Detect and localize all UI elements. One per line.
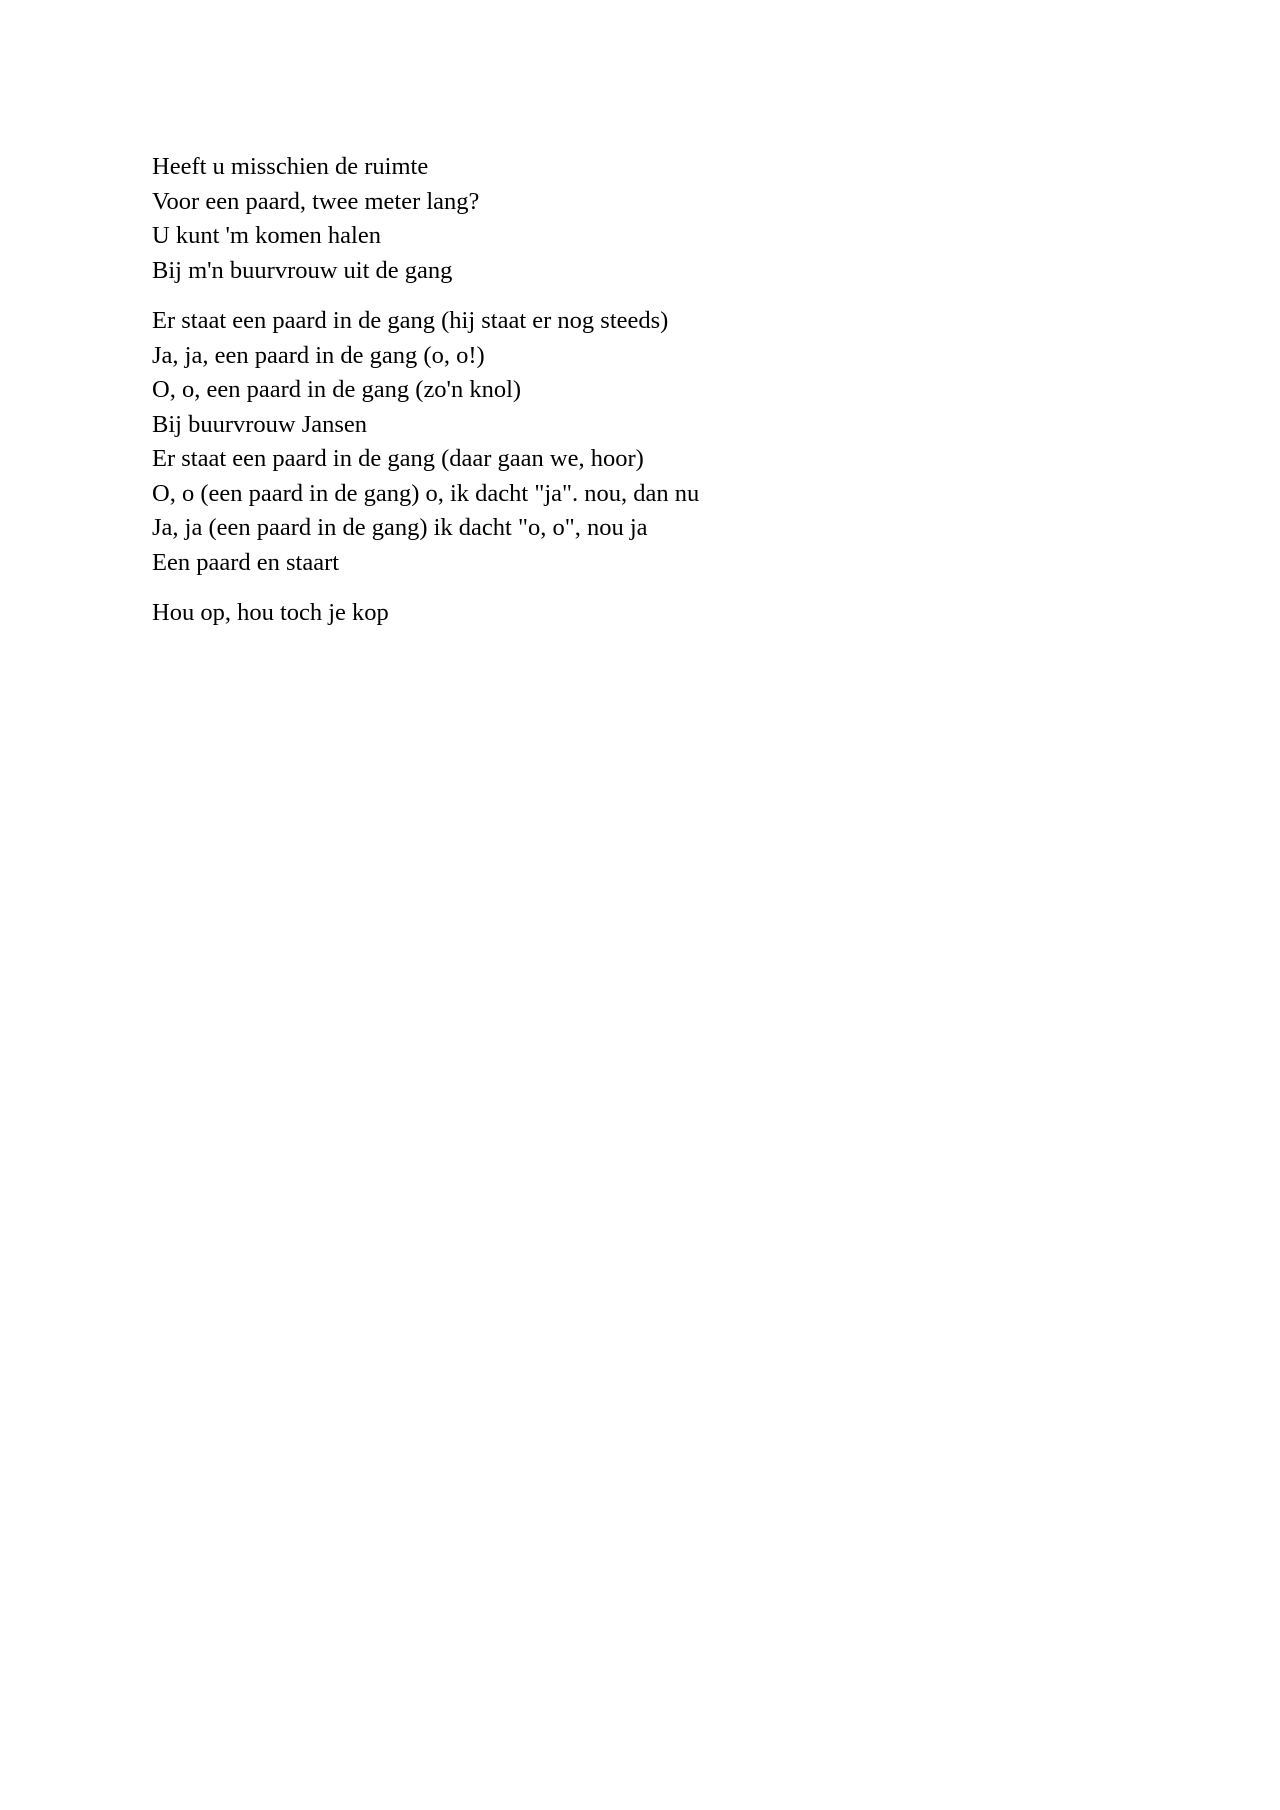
lyric-line: Ja, ja (een paard in de gang) ik dacht "o, o", nou ja	[152, 514, 648, 541]
lyric-line: U kunt 'm komen halen	[152, 222, 381, 249]
lyric-line: Bij buurvrouw Jansen	[152, 410, 368, 438]
lyric-line: Hou op, hou toch je kop	[152, 599, 389, 626]
stanza-3	[152, 596, 1152, 631]
stanza-2	[152, 304, 1152, 580]
lyric-line: Ja, ja, een paard in de gang (o, o!)	[152, 341, 485, 369]
lyric-line: Er staat een paard in de gang (daar gaan we, hoor)	[152, 445, 644, 472]
lyric-line: Bij m'n buurvrouw uit de gang	[152, 256, 453, 284]
lyric-line: Er staat een paard in de gang (hij staat er nog steeds)	[152, 307, 669, 334]
lyric-line: O, o (een paard in de gang) o, ik dacht "ja". nou, dan nu	[152, 479, 700, 507]
lyric-line: Voor een paard, twee meter lang?	[152, 187, 480, 215]
lyrics-body	[152, 150, 1152, 647]
lyric-line: O, o, een paard in de gang (zo'n knol)	[152, 376, 522, 403]
lyric-line: Een paard en staart	[152, 548, 340, 576]
stanza-1	[152, 150, 1152, 288]
lyric-line: Heeft u misschien de ruimte	[152, 153, 429, 180]
